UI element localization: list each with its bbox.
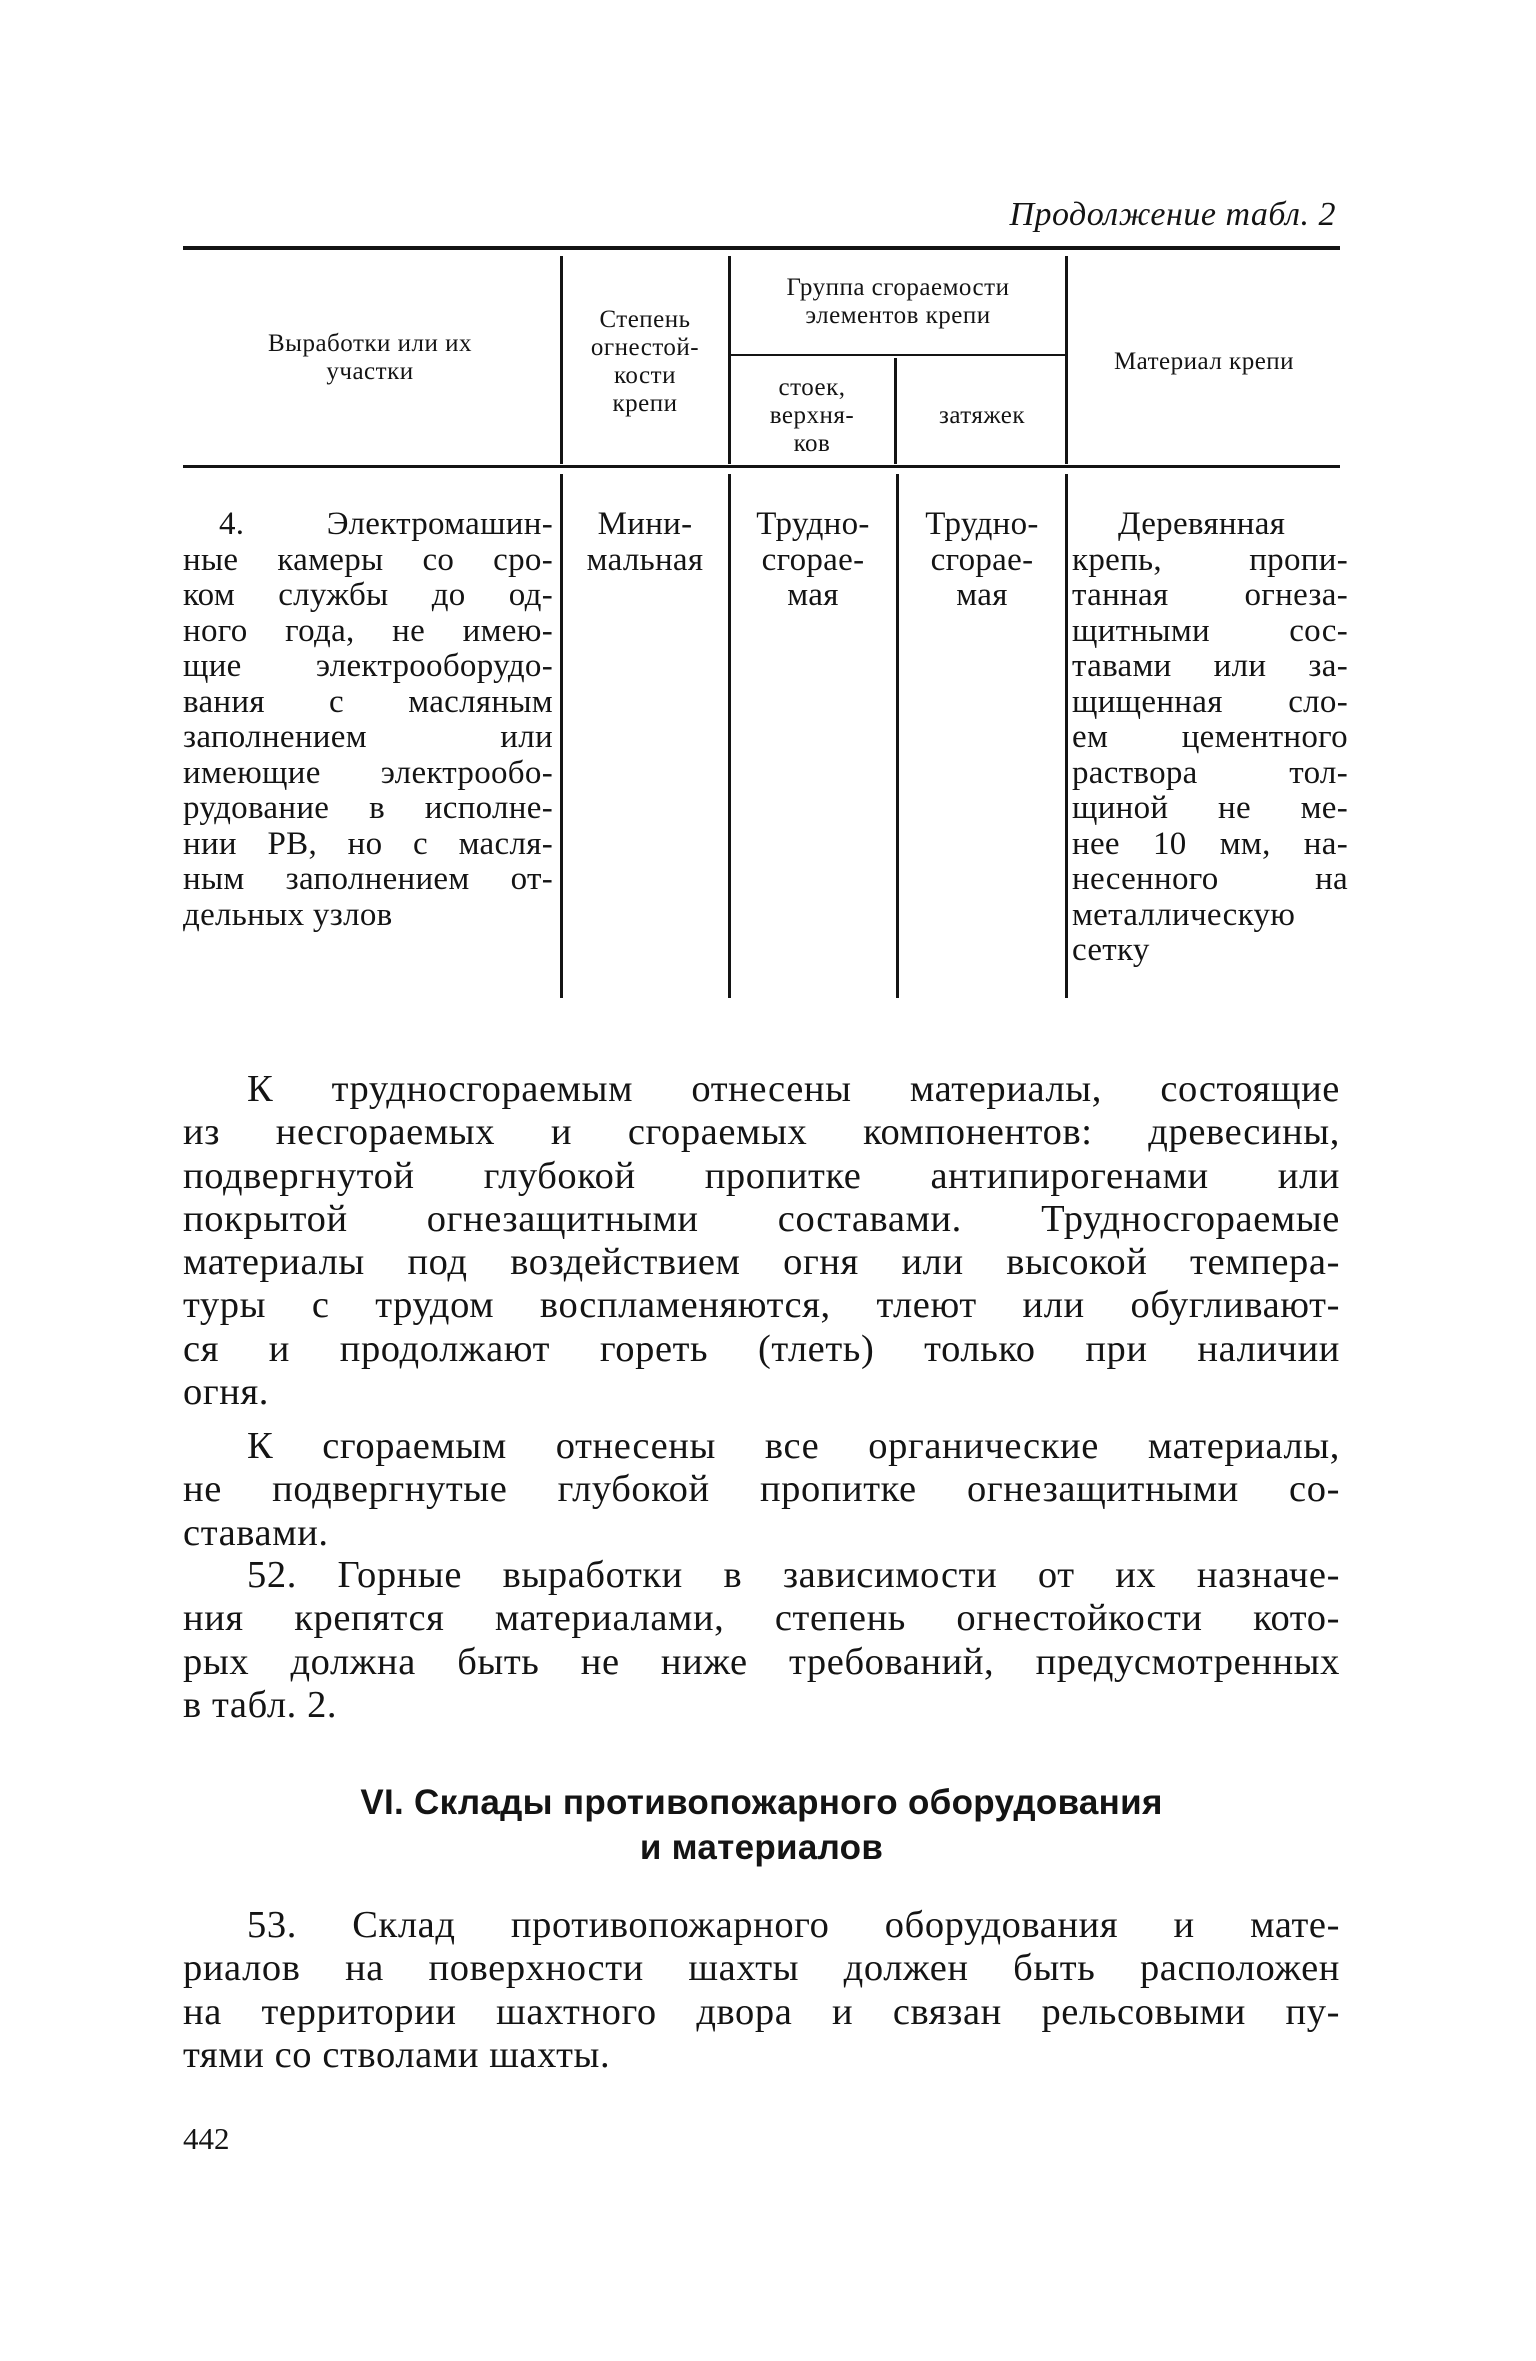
table-header-rule — [183, 465, 1340, 468]
cell-material: Деревянная крепь, пропи- танная огнеза- щитными сос- тавами или за- щищенная сло- ем цементного раствора тол- щиной не ме- нее 10 мм, на- несенного на металлическую сетку — [1072, 507, 1348, 968]
header-workings: Выработки или их участки — [267, 330, 473, 385]
cell-fire-resistance: Мини- мальная — [586, 506, 704, 578]
section-heading: VI. Склады противопожарного оборудования и материалов — [360, 1783, 1163, 1867]
table-top-rule — [183, 246, 1340, 250]
header-divider-1 — [560, 256, 563, 464]
body-divider-3 — [896, 474, 899, 998]
cell-workings: 4. Электромашин- ные камеры со сро- ком службы до од- ного года, не имею- щие электрооборудо- вания с масляным заполнением или имеющие электрообо- рудование в исполне- нии РВ, но с масля- ным заполнением от- дельных узлов — [183, 507, 553, 933]
body-divider-4 — [1065, 474, 1068, 998]
header-lagging: затяжек — [938, 402, 1026, 429]
header-material: Материал крепи — [1113, 348, 1295, 375]
paragraph-combustible: К сгораемым отнесены все органические материалы, не подвергнутые глубокой пропитке огнезащитными со- ставами. — [183, 1425, 1340, 1554]
body-divider-2 — [728, 474, 731, 998]
paragraph-53: 53. Склад противопожарного оборудования и мате- риалов на поверхности шахты должен быть расположен на территории шахтного двора и связан рельсовыми пу- тями со стволами шахты. — [183, 1904, 1340, 2076]
page-number: 442 — [183, 2121, 230, 2156]
header-divider-2 — [728, 256, 731, 464]
header-divider-3 — [894, 358, 897, 464]
header-posts: стоек, верхня- ков — [769, 374, 855, 457]
cell-lagging: Трудно- сгорае- мая — [925, 506, 1039, 613]
paragraph-52: 52. Горные выработки в зависимости от их назначе- ния крепятся материалами, степень огнестойкости кото- рых должна быть не ниже требований, предусмотренных в табл. 2. — [183, 1554, 1340, 1726]
table-continuation-label: Продолжение табл. 2 — [1009, 196, 1336, 233]
header-combustibility-group: Группа сгораемости элементов крепи — [786, 274, 1010, 329]
header-fire-resistance: Степень огнестой- кости крепи — [590, 306, 700, 417]
header-divider-4 — [1065, 256, 1068, 464]
subheader-rule — [731, 354, 1067, 356]
body-divider-1 — [560, 474, 563, 998]
cell-posts: Трудно- сгорае- мая — [756, 506, 870, 613]
paragraph-hard-combustible: К трудносгораемым отнесены материалы, состоящие из несгораемых и сгораемых компонентов: древесины, подвергнутой глубокой пропитке антипирогенами или покрытой огнезащитными составами. Трудносгораемые материалы под воздействием огня или высокой темпера- туры с трудом воспламеняются, тлеют или обугливают- ся и продолжают гореть (тлеть) только при наличии огня. — [183, 1068, 1340, 1414]
